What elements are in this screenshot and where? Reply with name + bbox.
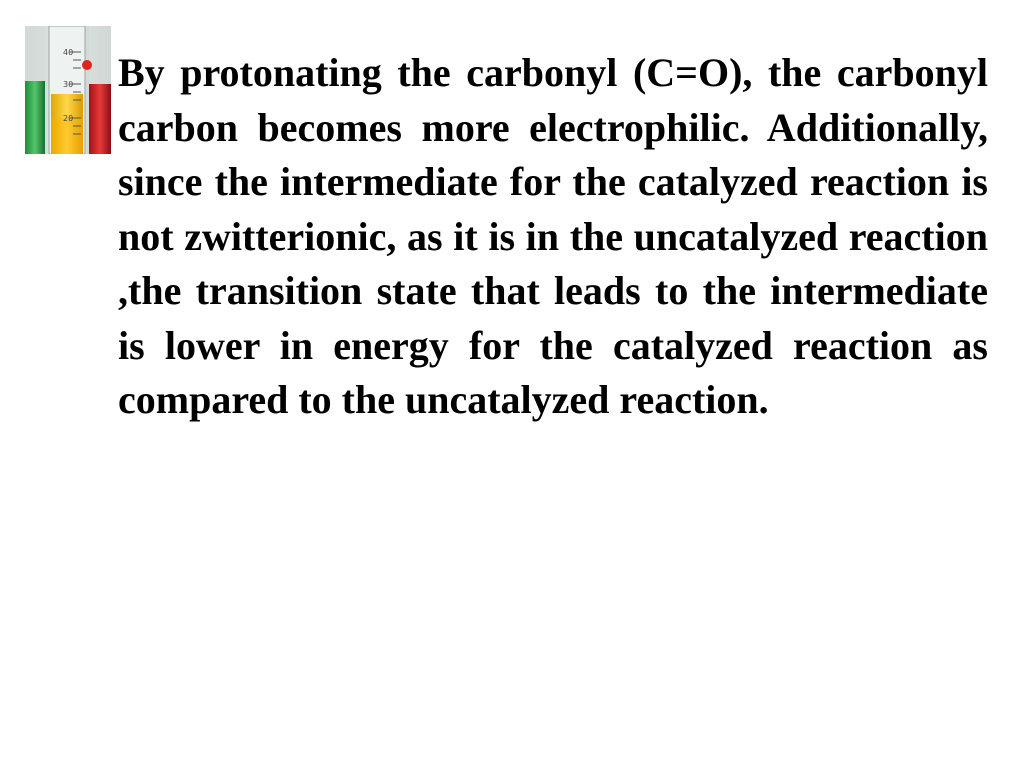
svg-text:40: 40 bbox=[63, 48, 74, 57]
body-paragraph: By protonating the carbonyl (C=O), the carbonyl carbon becomes more electrophilic. Additionally, since the intermediate for the catalyzed reaction is not zwitterionic, as it is in the uncatalyzed reaction ,the transition state that leads to the intermediate is lower in energy for the catalyzed reaction as compared to the uncatalyzed reaction. bbox=[118, 50, 988, 422]
test-tubes-icon bbox=[25, 26, 111, 154]
bullet-point bbox=[82, 60, 92, 70]
svg-text:20: 20 bbox=[63, 114, 74, 123]
svg-text:30: 30 bbox=[63, 80, 74, 89]
